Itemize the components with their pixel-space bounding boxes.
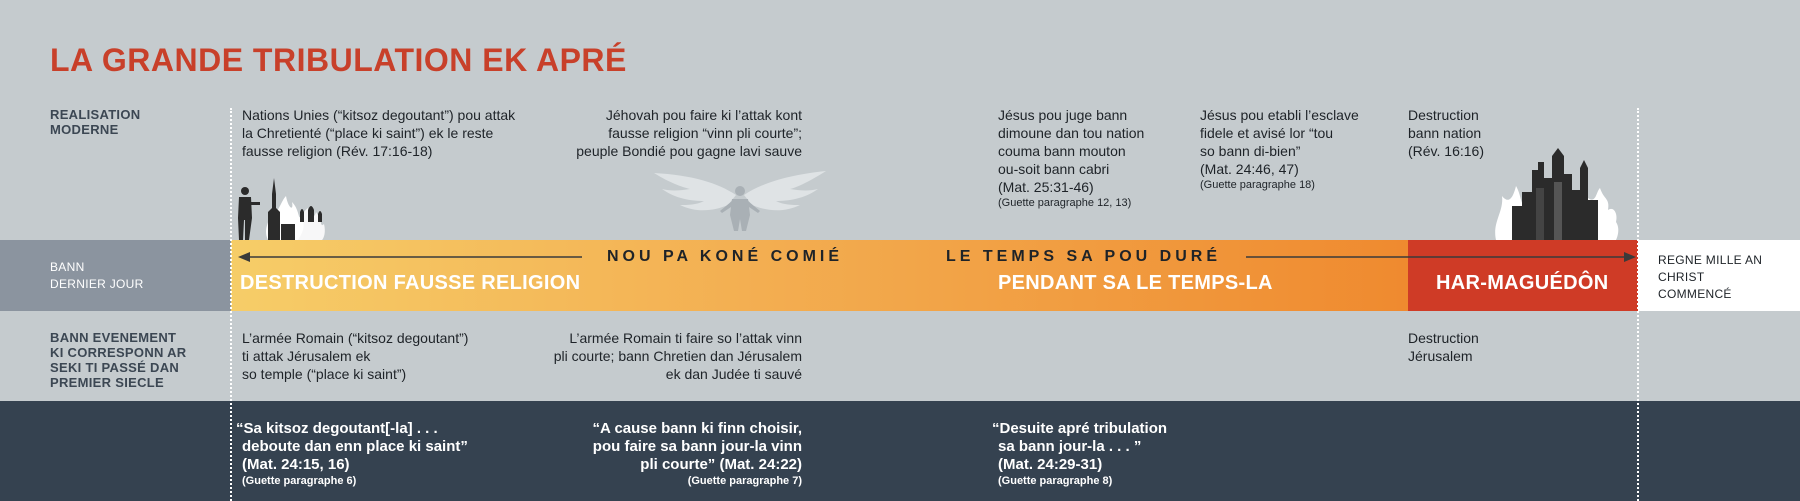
row-label-modern: [50, 107, 140, 137]
millennium-label-line: CHRIST: [1658, 270, 1705, 284]
quote-line: (Mat. 24:29-31): [998, 456, 1103, 473]
quote-line: deboute dan enn place ki saint”: [242, 438, 468, 455]
millennium-label: [1658, 252, 1762, 303]
event-line: Jérusalem: [1408, 348, 1473, 364]
phase-harmagedon: HAR-MAGUÉDÔN: [1436, 272, 1609, 294]
quote-line: pli courte” (Mat. 24:22): [640, 456, 802, 473]
event-line: fausse religion “vinn pli courte”;: [608, 125, 802, 141]
first-century-roman-attack: [242, 329, 468, 383]
event-line: la Chretienté (“place ki saint”) ek le reste: [242, 125, 494, 141]
event-line: L’armée Romain ti faire so l’attak vinn: [569, 330, 802, 346]
event-line: Jésus pou etabli l’esclave: [1200, 107, 1359, 123]
modern-event-cut-short: [540, 106, 802, 160]
angel-icon: [652, 165, 828, 233]
duration-unknown-right: LE TEMPS SA POU DURÉ: [946, 248, 1221, 265]
row-label-line: REALISATION: [50, 107, 141, 122]
band-last-days-label: [50, 259, 144, 293]
event-line: dimoune dan tou nation: [998, 125, 1145, 141]
event-line: so temple (“place ki saint”): [242, 366, 407, 382]
quote-after-tribulation: [992, 420, 1167, 489]
phase-destruction-false-religion: DESTRUCTION FAUSSE RELIGION: [240, 272, 581, 294]
city-fire-icon: [1492, 148, 1622, 242]
event-line: so bann di-bien”: [1200, 143, 1301, 159]
modern-event-nations-destruction: [1408, 106, 1484, 160]
row-label-first-century: [50, 330, 187, 390]
quote-reference: (Guette paragraphe 6): [242, 475, 357, 487]
quote-line: “A cause bann ki finn choisir,: [592, 420, 802, 437]
event-line: Destruction: [1408, 330, 1479, 346]
row-label-line: MODERNE: [50, 122, 119, 137]
timeline-start-marker: [230, 108, 232, 501]
band-label-line: BANN: [50, 260, 85, 274]
modern-event-faithful-slave: [1200, 106, 1359, 193]
event-line: ou-soit bann cabri: [998, 161, 1110, 177]
first-century-cut-short: [520, 329, 802, 383]
row-label-line: KI CORRESPONN AR: [50, 345, 187, 360]
millennium-label-line: REGNE MILLE AN: [1658, 253, 1763, 267]
band-label-line: DERNIER JOUR: [50, 277, 144, 291]
event-line: (Mat. 25:31-46): [998, 179, 1094, 195]
event-line: pli courte; bann Chretien dan Jérusalem: [553, 348, 802, 364]
row-label-line: PREMIER SIECLE: [50, 375, 164, 390]
event-line: Nations Unies (“kitsoz degoutant”) pou attak: [242, 107, 516, 123]
quote-line: pou faire sa bann jour-la vinn: [592, 438, 802, 455]
duration-arrows: [238, 250, 1638, 264]
event-line: Jéhovah pou faire ki l’attak kont: [605, 107, 802, 123]
phase-during-that-time: PENDANT SA LE TEMPS-LA: [998, 272, 1273, 294]
duration-unknown-left: NOU PA KONÉ COMIÉ: [607, 248, 844, 265]
event-reference: (Guette paragraphe 18): [1200, 179, 1315, 191]
quote-line: (Mat. 24:15, 16): [242, 456, 350, 473]
event-line: ti attak Jérusalem ek: [242, 348, 371, 364]
millennium-label-line: COMMENCÉ: [1658, 287, 1732, 301]
modern-event-judgment: [998, 106, 1144, 211]
first-century-jerusalem-destruction: [1408, 329, 1479, 365]
row-label-line: SEKI TI PASSÉ DAN: [50, 360, 180, 375]
row-label-line: BANN EVENEMENT: [50, 330, 177, 345]
page-title: LA GRANDE TRIBULATION EK APRÉ: [50, 42, 627, 78]
quote-line: “Desuite apré tribulation: [992, 420, 1168, 437]
church-soldier-fire-icon: [228, 172, 348, 242]
event-reference: (Guette paragraphe 12, 13): [998, 197, 1132, 209]
event-line: (Rév. 16:16): [1408, 143, 1484, 159]
event-line: (Mat. 24:46, 47): [1200, 161, 1299, 177]
event-line: peuple Bondié pou gagne lavi sauve: [576, 143, 802, 159]
quote-disgusting-thing: [236, 420, 468, 489]
quote-line: “Sa kitsoz degoutant[-la] . . .: [236, 420, 438, 437]
event-line: bann nation: [1408, 125, 1482, 141]
quote-days-cut-short: [540, 420, 802, 489]
quote-reference: (Guette paragraphe 8): [998, 475, 1113, 487]
event-line: ek dan Judée ti sauvé: [665, 366, 802, 382]
timeline-end-marker: [1637, 108, 1639, 501]
event-line: Jésus pou juge bann: [998, 107, 1128, 123]
event-line: L’armée Romain (“kitsoz degoutant”): [242, 330, 469, 346]
quote-reference: (Guette paragraphe 7): [687, 475, 802, 487]
arrow-right-icon: [1624, 252, 1636, 262]
event-line: Destruction: [1408, 107, 1479, 123]
event-line: fidele et avisé lor “tou: [1200, 125, 1334, 141]
event-line: couma bann mouton: [998, 143, 1126, 159]
event-line: fausse religion (Rév. 17:16-18): [242, 143, 433, 159]
modern-event-un-attack: [242, 106, 515, 160]
quote-line: sa bann jour-la . . . ”: [998, 438, 1142, 455]
arrow-left-icon: [238, 252, 250, 262]
